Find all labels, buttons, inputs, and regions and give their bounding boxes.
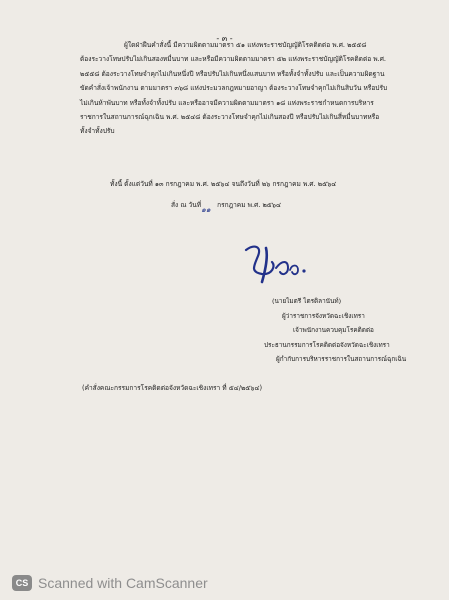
signatory-position: เจ้าพนักงานควบคุมโรคติดต่อ bbox=[293, 326, 374, 334]
handwritten-signature bbox=[232, 238, 322, 290]
paragraph-line: ทั้งจำทั้งปรับ bbox=[80, 127, 115, 136]
scanner-watermark bbox=[0, 566, 449, 600]
signed-suffix: กรกฎาคม พ.ศ. ๒๕๖๔ bbox=[217, 201, 281, 209]
signatory-position: ประธานกรรมการโรคติดต่อจังหวัดฉะเชิงเทรา bbox=[264, 340, 390, 349]
effective-period: ทั้งนี้ ตั้งแต่วันที่ ๑๓ กรกฎาคม พ.ศ. ๒๕๖๔ จนถึงวันที่ ๒๖ กรกฎาคม พ.ศ. ๒๕๖๔ bbox=[110, 180, 337, 188]
paragraph-line: ขัดคำสั่งเจ้าพนักงาน ตามมาตรา ๓๖๘ แห่งประมวลกฎหมายอาญา ต้องระวางโทษจำคุกไม่เกินสิบวัน หรือปรับ bbox=[80, 84, 388, 93]
signed-date bbox=[171, 199, 281, 214]
paragraph-line: ๒๕๕๘ ต้องระวางโทษจำคุกไม่เกินหนึ่งปี หรือปรับไม่เกินหนึ่งแสนบาท หรือทั้งจำทั้งปรับ และเป็นความผิดฐาน bbox=[80, 69, 385, 78]
camscanner-logo-icon: CS bbox=[12, 575, 32, 591]
paragraph-line: ผู้ใดฝ่าฝืนคำสั่งนี้ มีความผิดตามมาตรา ๕๑ แห่งพระราชบัญญัติโรคติดต่อ พ.ศ. ๒๕๕๘ bbox=[124, 41, 367, 49]
paragraph-line: ราชการในสถานการณ์ฉุกเฉิน พ.ศ. ๒๕๔๘ ต้องระวางโทษจำคุกไม่เกินสองปี หรือปรับไม่เกินสี่หมื่นบาทหรือ bbox=[80, 113, 380, 122]
paragraph-line: ไม่เกินห้าพันบาท หรือทั้งจำทั้งปรับ และหรืออาจมีความผิดตามมาตรา ๑๘ แห่งพระราชกำหนดการบริหาร bbox=[80, 98, 374, 107]
signatory-position: ผู้ว่าราชการจังหวัดฉะเชิงเทรา bbox=[282, 311, 365, 320]
handwritten-day: ๑๑ bbox=[201, 205, 211, 214]
signatory-name: (นายไมตรี ไตรติลานันท์) bbox=[272, 297, 342, 305]
page-number: - ๓ - bbox=[216, 34, 233, 43]
signatory-position: ผู้กำกับการบริหารราชการในสถานการณ์ฉุกเฉิน bbox=[276, 355, 407, 363]
signatory-block bbox=[264, 294, 434, 367]
signed-prefix: สั่ง ณ วันที่ bbox=[171, 201, 202, 209]
paragraph-line: ต้องระวางโทษปรับไม่เกินสองหมื่นบาท และหรือมีความผิดตามมาตรา ๕๒ แห่งพระราชบัญญัติโรคติดต่อ พ.ศ. bbox=[80, 55, 387, 64]
watermark-text: Scanned with CamScanner bbox=[38, 575, 208, 591]
order-reference: (คำสั่งคณะกรรมการโรคติดต่อจังหวัดฉะเชิงเทรา ที่ ๕๔/๒๕๖๔) bbox=[82, 384, 263, 392]
penalty-paragraph bbox=[80, 38, 387, 139]
